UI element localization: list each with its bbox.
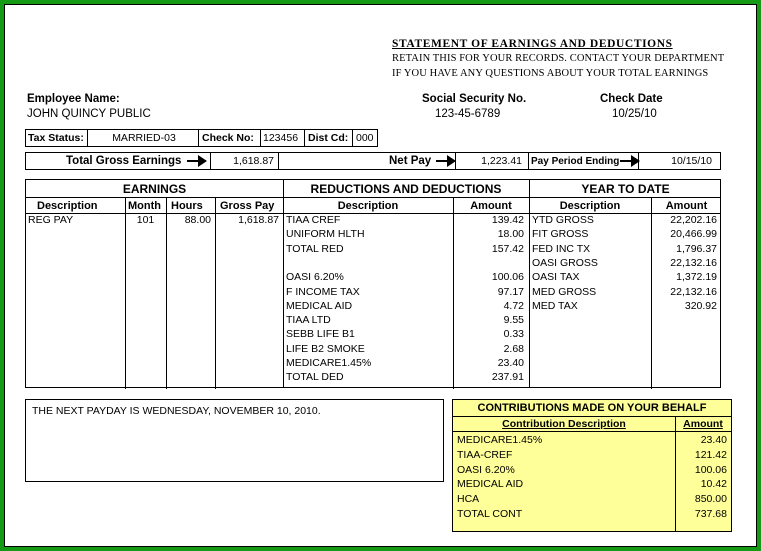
table-cell: 1,618.87: [238, 214, 279, 226]
ssn-value: 123-45-6789: [435, 108, 501, 120]
ssn-label: Social Security No.: [422, 93, 527, 105]
summary-row: [25, 152, 721, 170]
table-cell: 157.42: [491, 242, 524, 255]
table-cell: 100.06: [491, 271, 524, 284]
table-row: LIFE B2 SMOKE: [286, 342, 365, 355]
table-row: FED INC TX: [532, 242, 591, 255]
table-cell: 97.17: [497, 285, 524, 298]
table-cell: 139.42: [491, 214, 524, 226]
contrib-col-description: Contribution Description: [502, 418, 626, 430]
table-row: YTD GROSS: [532, 214, 594, 226]
table-row: MED TAX: [532, 299, 578, 312]
table-cell: 121.42: [694, 448, 727, 461]
tax-status-row: [25, 129, 378, 147]
table-row: OASI GROSS: [532, 256, 598, 269]
table-cell: 850.00: [694, 493, 727, 506]
ytd-col-amount: Amount: [665, 200, 708, 212]
table-row: UNIFORM HLTH: [286, 228, 365, 241]
table-cell: 18.00: [497, 228, 524, 241]
pay-period-value: 10/15/10: [671, 155, 712, 167]
arrow-right-icon: [187, 155, 207, 167]
table-cell: 23.40: [700, 434, 727, 446]
table-row: TOTAL CONT: [457, 508, 523, 520]
table-cell: 22,132.16: [670, 285, 717, 298]
table-row: REG PAY: [28, 214, 74, 226]
table-row: TIAA CREF: [286, 214, 341, 226]
employee-name: JOHN QUINCY PUBLIC: [27, 108, 151, 120]
table-cell: 2.68: [503, 342, 524, 355]
table-cell: 22,202.16: [670, 214, 717, 226]
earnings-col-gross-pay: Gross Pay: [220, 200, 275, 212]
header-line-1: RETAIN THIS FOR YOUR RECORDS. CONTACT YOUR DEPARTMENT: [392, 53, 725, 64]
earnings-title: EARNINGS: [122, 182, 187, 196]
net-pay-label: [389, 153, 456, 169]
table-row: MEDICAL AID: [457, 478, 524, 491]
table-cell: 320.92: [684, 299, 717, 312]
table-row: MEDICARE1.45%: [457, 434, 543, 446]
table-cell: 22,132.16: [670, 256, 717, 269]
dist-cd-label: Dist Cd:: [308, 132, 349, 144]
table-row: MEDICAL AID: [286, 299, 353, 312]
table-cell: 1,372.19: [676, 271, 717, 284]
gross-earnings-label-text: Total Gross Earnings: [66, 155, 182, 167]
table-row: SEBB LIFE B1: [286, 328, 355, 341]
arrow-right-icon: [436, 155, 456, 167]
table-row: F INCOME TAX: [286, 285, 360, 298]
table-row: TOTAL DED: [286, 371, 344, 384]
statement-title: STATEMENT OF EARNINGS AND DEDUCTIONS: [392, 38, 673, 50]
message-box: [25, 399, 444, 482]
table-row: TOTAL RED: [286, 242, 344, 255]
table-cell: 100.06: [694, 463, 727, 476]
check-no-value: 123456: [263, 132, 299, 144]
ytd-col-description: Description: [559, 200, 621, 212]
reductions-col-description: Description: [337, 200, 399, 212]
table-row: MEDICARE1.45%: [286, 357, 372, 369]
table-cell: 4.72: [503, 299, 524, 312]
table-row: HCA: [457, 493, 480, 506]
employee-name-label: Employee Name:: [27, 93, 120, 105]
table-cell: [453, 257, 524, 271]
earnings-col-hours: Hours: [171, 200, 203, 212]
net-pay-value: 1,223.41: [481, 155, 522, 167]
table-row: OASI 6.20%: [286, 271, 344, 284]
net-pay-label-text: Net Pay: [389, 155, 432, 167]
gross-earnings-label: [66, 153, 207, 169]
table-row: [286, 257, 451, 271]
table-row: MED GROSS: [532, 285, 597, 298]
earnings-col-month: Month: [128, 200, 161, 212]
pay-period-label: [531, 153, 640, 169]
table-cell: 737.68: [694, 508, 727, 520]
reductions-title: REDUCTIONS AND DEDUCTIONS: [310, 182, 502, 196]
dist-cd-value: 000: [356, 132, 374, 144]
table-cell: 1,796.37: [676, 242, 717, 255]
check-no-label: Check No:: [202, 132, 254, 144]
table-cell: 23.40: [497, 357, 524, 369]
header-line-2: IF YOU HAVE ANY QUESTIONS ABOUT YOUR TOTAL EARNINGS: [392, 68, 709, 79]
contributions-box: [452, 399, 732, 532]
table-row: OASI TAX: [532, 271, 580, 284]
table-cell: 88.00: [184, 214, 211, 226]
check-date-label: Check Date: [600, 93, 663, 105]
contributions-title: CONTRIBUTIONS MADE ON YOUR BEHALF: [477, 402, 707, 414]
table-cell: 9.55: [503, 314, 524, 327]
table-row: OASI 6.20%: [457, 463, 515, 476]
reductions-col-amount: Amount: [470, 200, 512, 212]
gross-earnings-value: 1,618.87: [233, 155, 274, 167]
pay-period-label-text: Pay Period Ending: [531, 155, 620, 167]
table-cell: 0.33: [503, 328, 524, 341]
table-row: TIAA LTD: [286, 314, 331, 327]
ytd-title: YEAR TO DATE: [581, 182, 670, 196]
tax-status-label: Tax Status:: [28, 132, 84, 144]
earnings-deductions-table: [25, 179, 721, 388]
earnings-col-description: Description: [37, 200, 98, 212]
check-date-value: 10/25/10: [612, 108, 657, 120]
table-row: TIAA-CREF: [457, 448, 513, 461]
next-payday-message: THE NEXT PAYDAY IS WEDNESDAY, NOVEMBER 10, 2010.: [32, 405, 321, 417]
contrib-col-amount: Amount: [683, 418, 723, 430]
table-cell: 20,466.99: [670, 228, 717, 241]
table-cell: 101: [136, 214, 155, 226]
table-cell: 237.91: [491, 371, 524, 384]
tax-status-value: MARRIED-03: [112, 132, 176, 144]
table-cell: 10.42: [700, 478, 727, 491]
table-row: FIT GROSS: [532, 228, 589, 241]
